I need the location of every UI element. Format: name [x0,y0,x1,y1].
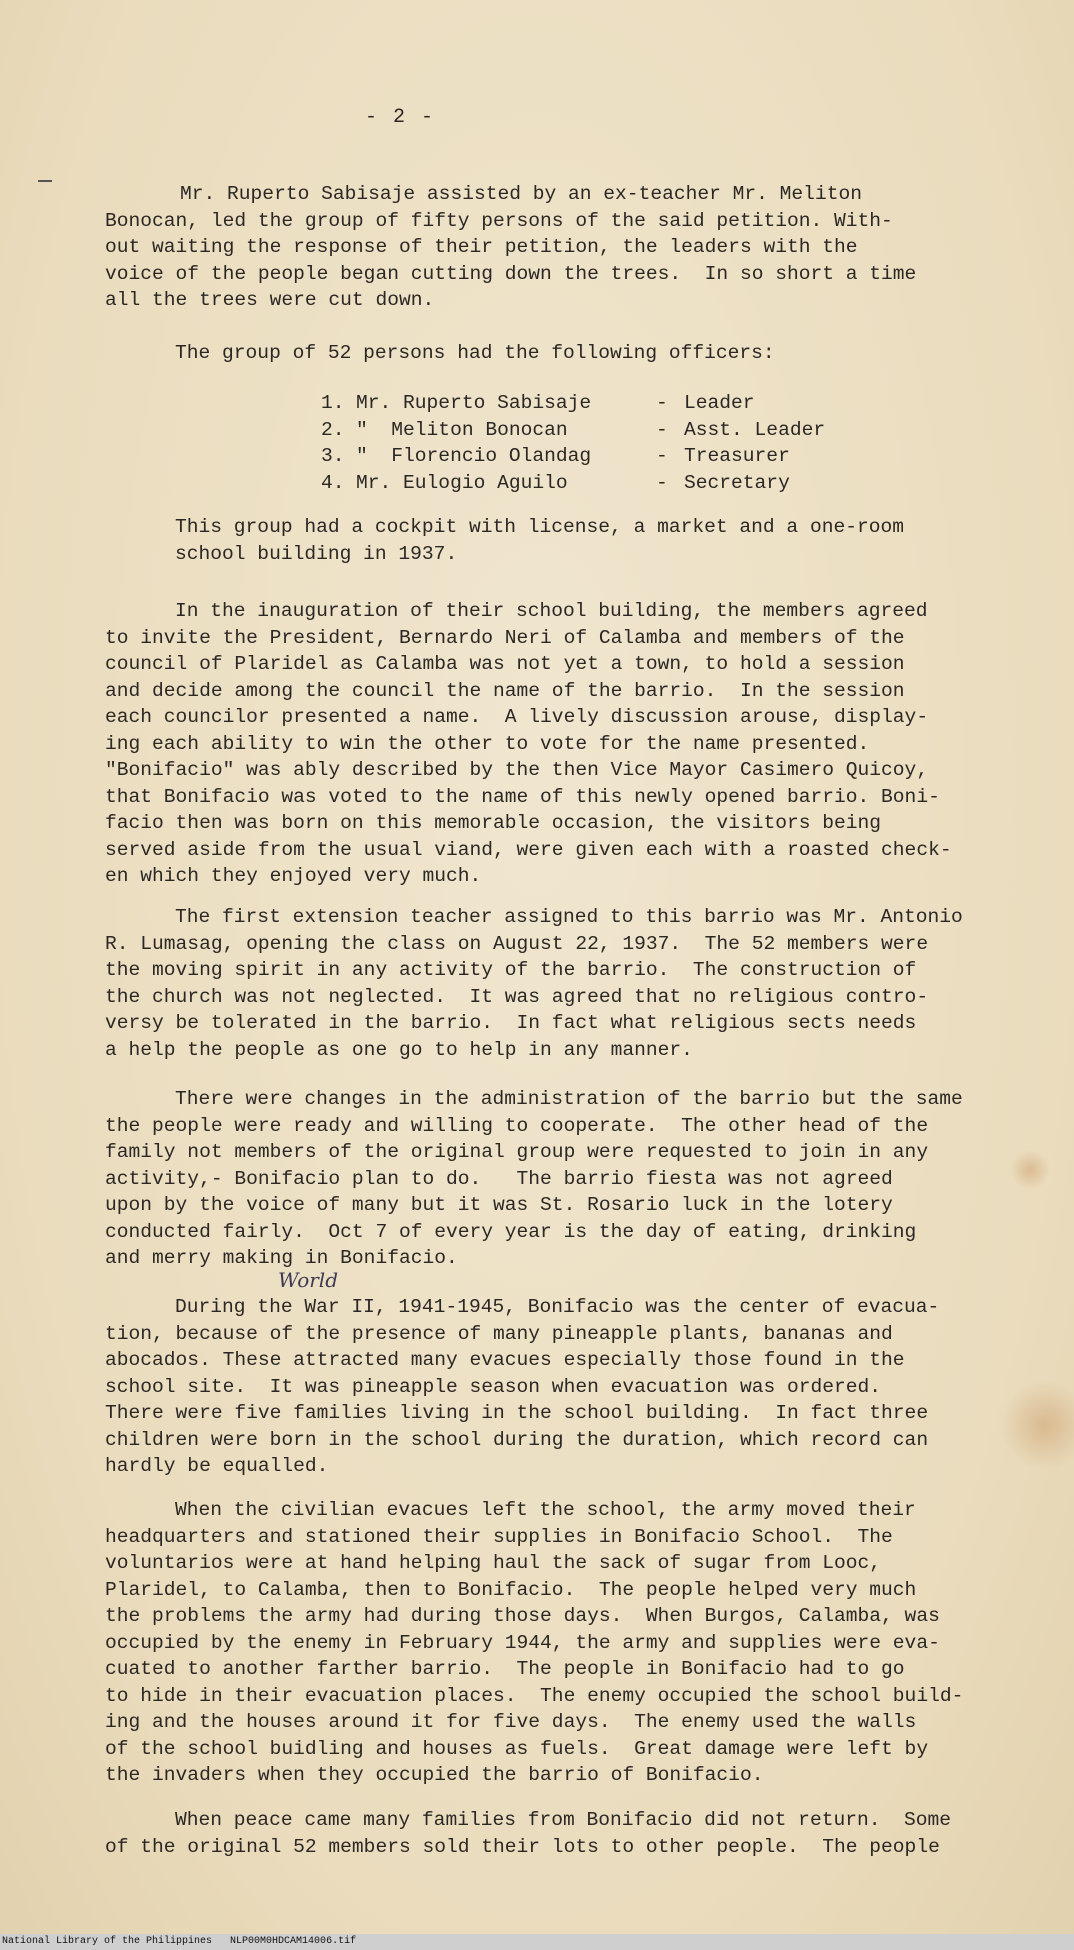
paragraph-7: During the War II, 1941-1945, Bonifacio was the center of evacua- tion, because of the presence of many pineapple plants, bananas and abocados. These attracted many evacues especially those found in the school site. It was pineapple season when evacuation was ordered. There were five families living in the school building. In fact three children were born in the school during the duration, which record can hardly be equalled. [105,1296,940,1477]
paragraph-1: Mr. Ruperto Sabisaje assisted by an ex-teacher Mr. Meliton Bonocan, led the group of fifty persons of the said petition. With- out waiting the response of their petition, the leaders with the voice of the people began cutting down the trees. In so short a time all the trees were cut down. [105,183,917,311]
officer-row: 1. Mr. Ruperto Sabisaje - Leader [321,392,755,414]
paragraph-5: The first extension teacher assigned to this barrio was Mr. Antonio R. Lumasag, opening the class on August 22, 1937. The 52 members were the moving spirit in any activity of the barrio. The construction of the church was not neglected. It was agreed that no religious contro- versy be tolerated in the barrio. In fact what religious sects needs a help the people as one go to help in any manner. [105,906,963,1061]
page-number: - 2 - [364,106,435,129]
officer-row: 4. Mr. Eulogio Aguilo - Secretary [321,471,790,494]
paragraph-3: This group had a cockpit with license, a market and a one-room school building in 1937. [175,516,905,565]
officer-row: 2. " Meliton Bonocan - Asst. Leader [321,418,826,441]
footer-file: NLP00M0HDCAM14006.tif [230,1936,357,1947]
margin-mark [38,180,52,182]
paragraph-9: When peace came many families from Bonifacio did not return. Some of the original 52 members sold their lots to other people. The people [105,1809,952,1858]
paragraph-6: There were changes in the administration of the barrio but the same the people were ready and willing to cooperate. The other head of the family not members of the original group were requested to join in any activity,- Bonifacio plan to do. The barrio fiesta was not agreed upon by the voice of many but it was St. Rosario luck in the lotery conducted fairly. Oct 7 of every year is the day of eating, drinking and merry making in Bonifacio. [105,1088,963,1269]
scan-footer [0,1934,1074,1950]
paragraph-8: When the civilian evacues left the school, the army moved their headquarters and stationed their supplies in Bonifacio School. The voluntarios were at hand helping haul the sack of sugar from Looc, Plaridel, to Calamba, then to Bonifacio. The people helped very much the problems the army had during those days. When Burgos, Calamba, was occupied by the enemy in February 1944, the army and supplies were eva- cuated to another farther barrio. The people in Bonifacio had to go to hide in their evacuation places. The enemy occupied the school build- ing and the houses around it for five days. The enemy used the walls of the school buidling and houses as fuels. Great damage were left by the invaders when they occupied the barrio of Bonifacio. [105,1499,964,1786]
officers-list [321,390,825,496]
officer-row: 3. " Florencio Olandag - Treasurer [321,445,790,467]
footer-library: National Library of the Philippines [2,1936,213,1947]
paragraph-2: The group of 52 persons had the following officers: [175,342,775,364]
paragraph-4: In the inauguration of their school building, the members agreed to invite the President, Bernardo Neri of Calamba and members of the council of Plaridel as Calamba was not yet a town, to hold a session and decide among the council the name of the barrio. In the session each councilor presented a name. A lively discussion arouse, display- ing each ability to win the other to vote for the name presented. "Bonifacio" was ably described by the then Vice Mayor Casimero Quicoy, that Bonifacio was voted to the name of this newly opened barrio. Boni- facio then was born on this memorable occasion, the visitors being served aside from the usual viand, were given each with a roasted check- en which they enjoyed very much. [105,600,952,887]
handwritten-insert: World [278,1268,338,1292]
